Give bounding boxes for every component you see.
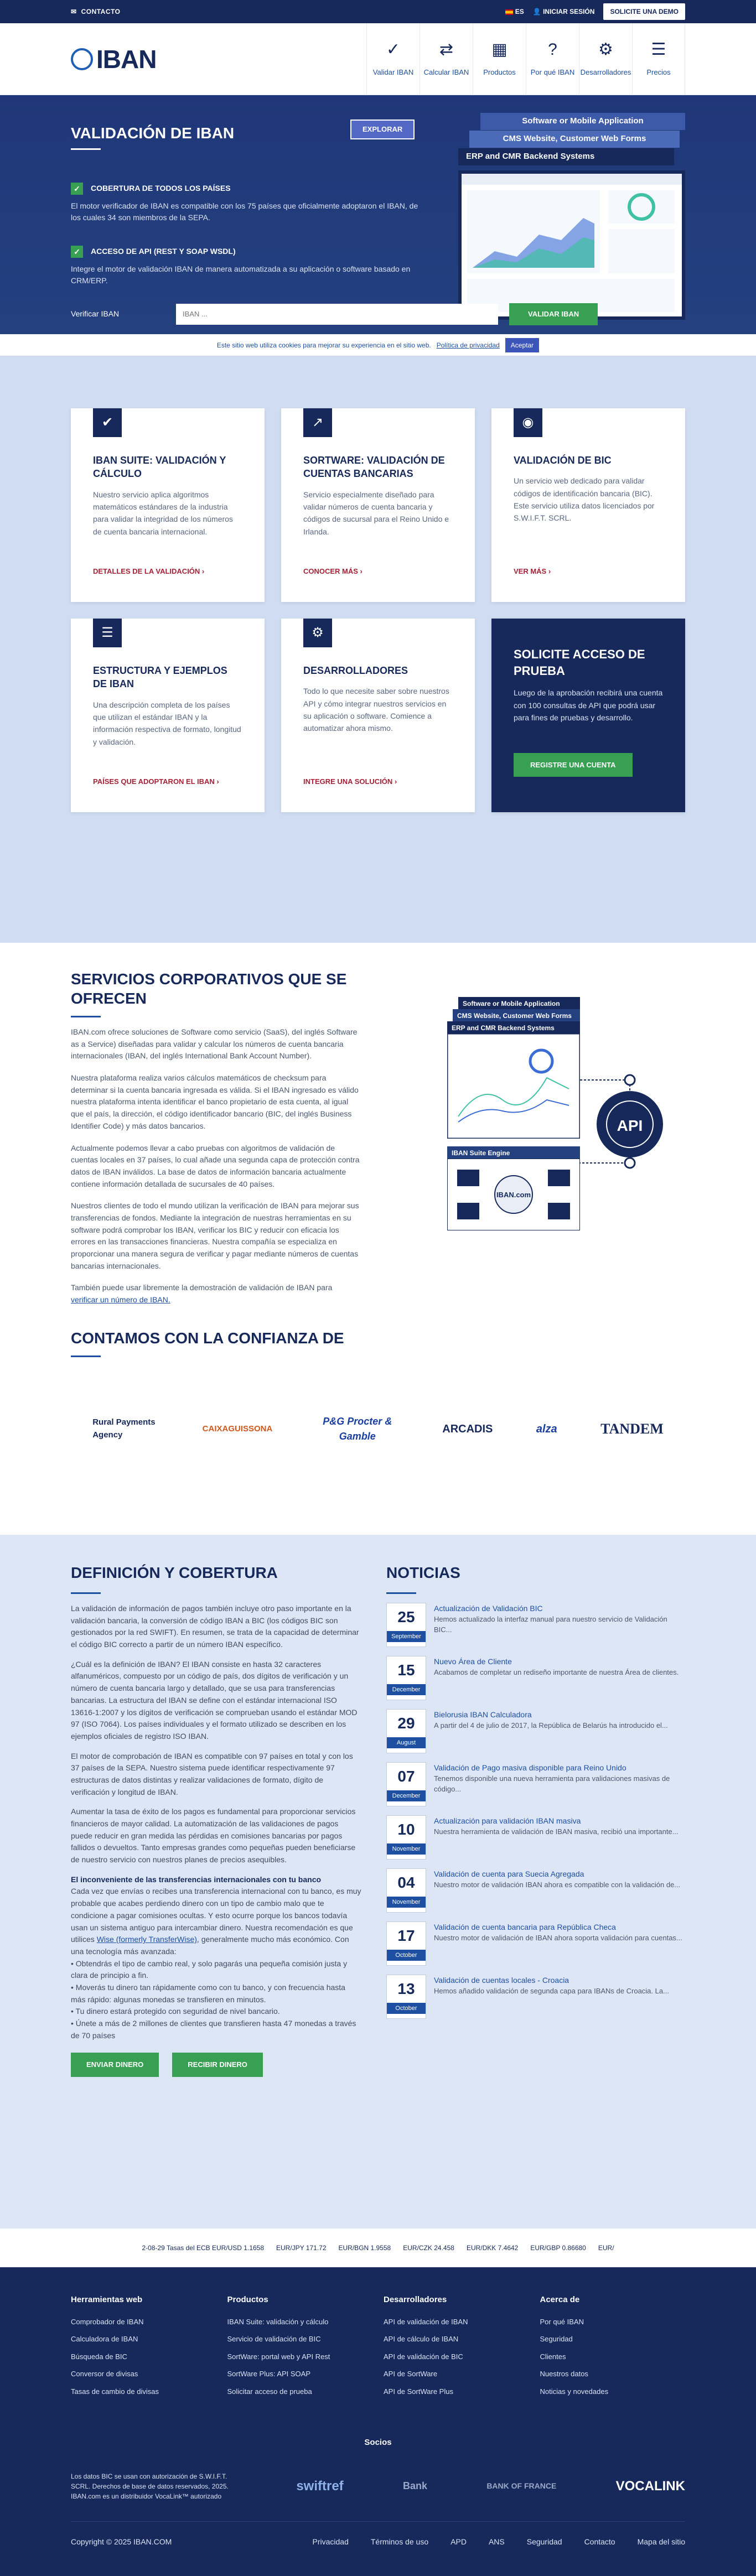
nav-validate-iban[interactable] (366, 23, 420, 95)
nav-pricing[interactable] (632, 23, 685, 95)
card-text: Nuestro servicio aplica algoritmos matemáticos estándares de la industria para validar la integridad de los números de cuenta bancaria internacional. (93, 490, 233, 536)
nav-developers[interactable] (579, 23, 632, 95)
news-title-link[interactable]: Actualización para validación IBAN masiva (434, 1816, 581, 1825)
footer-link[interactable]: API de validación de IBAN (384, 2317, 468, 2326)
copyright: Copyright © 2025 IBAN.COM (71, 2537, 172, 2546)
client-logos (71, 1407, 685, 1451)
card-link[interactable]: CONOCER MÁS › (303, 567, 363, 575)
nav-label: Desarrolladores (580, 68, 631, 77)
title-rule (71, 1355, 101, 1357)
feature-title: COBERTURA DE TODOS LOS PAÍSES (91, 184, 231, 193)
chart-icon: ↗ (303, 408, 332, 437)
card-iban-suite (71, 408, 265, 602)
connector-graphic (580, 997, 685, 1229)
news-excerpt: A partir del 4 de julio de 2017, la República de Belarús ha introducido el... (434, 1721, 668, 1730)
services-paragraph: Nuestra plataforma realiza varios cálculos matemáticos de checksum para determinar si la cuenta bancaria ingresada es válida. Si el IBAN ingresado es válido nuestra plataforma intenta identificar el banco propietario de esta cuenta, al igual que el país, la dirección, el código identificador bancario (BIC, del inglés Business Identifier Code) y más datos bancarios. (71, 1073, 359, 1130)
footer-link[interactable]: Seguridad (540, 2335, 573, 2343)
news-item (386, 1762, 685, 1806)
register-account-button[interactable]: REGISTRE UNA CUENTA (514, 753, 633, 777)
news-day: 29 (397, 1715, 415, 1732)
accept-cookies-button[interactable]: Aceptar (505, 338, 539, 352)
bullet-item: • Tu dinero estará protegido con seguridad de nivel bancario. (71, 2007, 280, 2016)
feature-title: ACCESO DE API (REST Y SOAP WSDL) (91, 247, 236, 256)
news-month: November (387, 1897, 426, 1908)
card-sortware (281, 408, 475, 602)
footer-link[interactable]: API de cálculo de IBAN (384, 2335, 459, 2343)
footer-link[interactable]: Clientes (540, 2352, 566, 2361)
footer-link[interactable]: Calculadora de IBAN (71, 2335, 138, 2343)
user-icon: 👤 (532, 8, 543, 15)
footer-links (312, 2536, 685, 2548)
svg-text:IBAN.com: IBAN.com (496, 1191, 531, 1199)
rate-item: 2-08-29 Tasas del ECB EUR/USD 1.1658 (142, 2243, 265, 2252)
card-link[interactable]: PAÍSES QUE ADOPTARON EL IBAN › (93, 777, 219, 786)
mail-icon: ✉ (71, 8, 77, 15)
news-month: September (387, 1631, 426, 1642)
contact-link[interactable] (71, 7, 120, 17)
client-logo: CAIXAGUISSONA (202, 1424, 273, 1434)
cookie-text: Este sitio web utiliza cookies para mejorar su experiencia en el sitio web. (216, 341, 431, 349)
services-paragraph: Nuestros clientes de todo el mundo utilizan la verificación de IBAN para mejorar sus transferencias de fondos. Mediante la integración de nuestras herramientas en su software podrá comprobar los IBAN, verificar los BIC y reducir con eficacia los errores en las transacciones financieras. Nuestra compañía se especializa en proporcionar una manera segura de verificar y pagar mediante números de cuentas bancarias internacionales. (71, 1201, 359, 1270)
footer-bottom-link[interactable]: Contacto (584, 2537, 615, 2546)
language-selector[interactable] (505, 7, 524, 17)
news-excerpt: Hemos añadido validación de segunda capa para IBANs de Croacia. La... (434, 1987, 669, 1995)
footer-link[interactable]: Búsqueda de BIC (71, 2352, 127, 2361)
list-icon: ☰ (93, 619, 122, 647)
receive-money-button[interactable]: RECIBIR DINERO (172, 2053, 263, 2077)
transfer-buttons (71, 2053, 361, 2077)
client-logo: P&G Procter & Gamble (323, 1415, 392, 1442)
card-link[interactable]: INTEGRE UNA SOLUCIÓN › (303, 777, 397, 786)
news-month: August (387, 1737, 426, 1748)
partners-title: Socios (364, 2438, 392, 2447)
partner-logo: VOCALINK (615, 2478, 685, 2494)
card-text: Una descripción completa de los países que utilizan el estándar IBAN y la información respectiva de formato, longitud y validación. (93, 700, 241, 746)
footer-column-title: Desarrolladores (384, 2295, 447, 2304)
client-logo: alza (536, 1422, 557, 1435)
services-title: SERVICIOS CORPORATIVOS QUE SE OFRECEN (71, 970, 347, 1007)
news-list (386, 1603, 685, 2019)
rate-item: EUR/JPY 171.72 (276, 2243, 327, 2252)
footer-bottom-link[interactable]: ANS (488, 2537, 505, 2546)
question-icon: ? (548, 40, 557, 59)
footer-link[interactable]: Servicio de validación de BIC (227, 2335, 321, 2343)
nav-why-iban[interactable] (526, 23, 579, 95)
news-item (386, 1709, 685, 1753)
news-excerpt: Acabamos de completar un rediseño importante de nuestra Área de clientes. (434, 1668, 679, 1676)
dashboard-screenshot (458, 170, 685, 320)
news-title: NOTICIAS (386, 1564, 460, 1581)
request-demo-button[interactable]: SOLICITE UNA DEMO (603, 3, 685, 20)
footer-bottom-link[interactable]: Seguridad (526, 2537, 562, 2546)
card-developers (281, 619, 475, 812)
layer-label: ERP and CMR Backend Systems (458, 148, 674, 165)
definition-news-section (0, 1535, 756, 2229)
news-title-link[interactable]: Bielorusia IBAN Calculadora (434, 1710, 532, 1719)
validate-iban-button[interactable]: VALIDAR IBAN (509, 303, 598, 325)
services-section (0, 943, 756, 1535)
globe-logo-icon (71, 48, 93, 70)
news-date (386, 1868, 426, 1913)
news-item (386, 1815, 685, 1860)
nav-label: Precios (646, 68, 671, 77)
subheading: El inconveniente de las transferencias internacionales con tu banco (71, 1874, 322, 1884)
nav-label: Calcular IBAN (423, 68, 469, 77)
services-paragraph: IBAN.com ofrece soluciones de Software como servicio (SaaS), del inglés Software as a Service) diseñadas para validar y calcular los números de cuenta bancaria internacionales (IBAN, del inglés International Bank Account Number). (71, 1027, 358, 1061)
footer-link[interactable]: API de SortWare (384, 2370, 438, 2378)
definition-paragraph: Aumentar la tasa de éxito de los pagos es fundamental para proporcionar servicios financieros de mayor calidad. La automatización de las validaciones de pagos puede reducir en gran medida las pérdidas en comisiones bancarias por pagos fallidos o devueltos. Tanto empresas grandes como pequeñas pueden beneficiarse de nuestro servicio con nuestros planes de precios asequibles. (71, 1807, 356, 1865)
verify-form (71, 303, 598, 325)
main-header (0, 23, 756, 95)
trial-access-card (491, 619, 685, 812)
paragraph-text: También puede usar libremente la demostración de validación de IBAN para (71, 1283, 333, 1292)
card-bic (491, 408, 685, 602)
definition-title: DEFINICIÓN Y COBERTURA (71, 1564, 278, 1581)
check-icon: ✓ (71, 183, 83, 195)
footer-link[interactable]: Nuestros datos (540, 2370, 588, 2378)
verify-iban-link[interactable]: verificar un número de IBAN. (71, 1295, 170, 1305)
news-month: December (387, 1684, 426, 1695)
gears-icon: ⚙ (303, 619, 332, 647)
check-icon: ✔ (93, 408, 122, 437)
footer-bottom-link[interactable]: Términos de uso (370, 2537, 429, 2546)
verify-label: Verificar IBAN (71, 309, 120, 319)
engine-label: IBAN Suite Engine (447, 1146, 580, 1160)
news-date (386, 1975, 426, 2019)
engine-graphic (447, 1159, 580, 1230)
title-rule (386, 1592, 416, 1594)
footer-columns (71, 2294, 685, 2403)
news-excerpt: Tenemos disponible una nueva herramienta para validaciones masivas de código... (434, 1774, 670, 1793)
footer-column (71, 2294, 216, 2403)
services-paragraph: Actualmente podemos llevar a cabo pruebas con algoritmos de validación de cuentas locales en 37 países, lo cual añade una segunda capa de protección contra datos de IBAN inválidos. La base de datos de información bancaria actualmente contiene información detallada de sucursales de 40 países. (71, 1143, 360, 1188)
news-day: 13 (397, 1980, 415, 1997)
news-date (386, 1762, 426, 1806)
news-title-link[interactable]: Validación de Pago masiva disponible para Reino Unido (434, 1763, 626, 1772)
card-title: SORTWARE: VALIDACIÓN DE CUENTAS BANCARIAS (303, 455, 445, 480)
rate-item: EUR/GBP 0.86680 (530, 2243, 586, 2252)
footer-link[interactable]: Noticias y novedades (540, 2387, 609, 2396)
privacy-policy-link[interactable]: Política de privacidad (436, 341, 500, 349)
grid-icon: ▦ (491, 40, 508, 59)
news-item (386, 1975, 685, 2019)
partners-text: Los datos BIC se usan con autorización de S.W.I.F.T. SCRL. Derechos de base de datos reservados, 2025. IBAN.com es un distribuidor VocaLink™ autorizado (71, 2472, 229, 2500)
news-title-link[interactable]: Validación de cuentas locales - Croacia (434, 1976, 569, 1985)
layer-label: ERP and CMR Backend Systems (447, 1021, 580, 1035)
analytics-chart-graphic (447, 1033, 580, 1139)
title-rule (71, 1016, 101, 1017)
card-title: ESTRUCTURA Y EJEMPLOS DE IBAN (93, 665, 227, 690)
product-illustration (458, 113, 685, 320)
footer-column-title: Acerca de (540, 2295, 580, 2304)
card-text: Todo lo que necesite saber sobre nuestros API y cómo integrar nuestros servicios en su aplicación o software. Comience a automatizar ahora mismo. (303, 687, 449, 733)
card-link[interactable]: VER MÁS › (514, 567, 551, 575)
footer-link[interactable]: Por qué IBAN (540, 2317, 584, 2326)
dashboard-graphic (462, 174, 682, 316)
news-item (386, 1921, 685, 1966)
card-link[interactable]: DETALLES DE LA VALIDACIÓN › (93, 567, 205, 575)
top-bar (0, 0, 756, 23)
client-logo: Rural Payments Agency (92, 1417, 156, 1440)
footer-bottom-link[interactable]: APD (451, 2537, 467, 2546)
cta-title: SOLICITE ACCESO DE PRUEBA (514, 647, 645, 678)
news-excerpt: Nuestro motor de validación IBAN ahora es compatible con la validación de... (434, 1881, 681, 1889)
news-column (386, 1561, 685, 2028)
card-title: VALIDACIÓN DE BIC (514, 455, 612, 466)
footer-column (227, 2294, 373, 2403)
footer-link[interactable]: Conversor de divisas (71, 2370, 138, 2378)
wise-link[interactable]: Wise (formerly TransferWise) (96, 1935, 197, 1944)
footer (0, 2267, 756, 2576)
news-date (386, 1603, 426, 1647)
logo-text: IBAN (96, 44, 157, 74)
layer-label: CMS Website, Customer Web Forms (469, 131, 680, 148)
partner-logo: swiftref (296, 2478, 344, 2494)
rate-item: EUR/DKK 7.4642 (466, 2243, 519, 2252)
news-day: 17 (397, 1927, 415, 1944)
news-excerpt: Nuestra herramienta de validación de IBAN masiva, recibió una importante... (434, 1827, 679, 1836)
trusted-by (71, 1328, 685, 1451)
nav-label: Validar IBAN (372, 68, 414, 77)
gears-icon: ⚙ (598, 40, 613, 59)
news-day: 10 (397, 1821, 415, 1838)
news-title-link[interactable]: Validación de cuenta bancaria para República Checa (434, 1923, 616, 1931)
footer-bottom-link[interactable]: Privacidad (312, 2537, 349, 2546)
rate-item: EUR/CZK 24.458 (403, 2243, 454, 2252)
footer-column-title: Herramientas web (71, 2295, 143, 2304)
footer-link[interactable]: SortWare Plus: API SOAP (227, 2370, 311, 2378)
partner-logo: BANK OF FRANCE (486, 2481, 557, 2490)
bullet-item: • Obtendrás el tipo de cambio real, y solo pagarás una pequeña comisión justa y clara de principio a fin. (71, 1959, 348, 1980)
news-month: November (387, 1843, 426, 1855)
news-date (386, 1709, 426, 1753)
title-rule (71, 148, 101, 150)
news-item (386, 1868, 685, 1913)
card-title: DESARROLLADORES (303, 665, 408, 676)
rate-item: EUR/BGN 1.9558 (338, 2243, 391, 2252)
exchange-icon: ⇄ (439, 40, 454, 59)
logo[interactable] (71, 40, 156, 79)
news-excerpt: Nuestro motor de validación de IBAN ahora soporta validación para cuentas... (434, 1934, 682, 1942)
rate-item: EUR/ (598, 2243, 614, 2252)
news-title-link[interactable]: Validación de cuenta para Suecia Agregada (434, 1869, 584, 1878)
news-item (386, 1656, 685, 1700)
news-day: 25 (397, 1608, 415, 1625)
news-date (386, 1815, 426, 1860)
products-section (0, 356, 756, 943)
feature-api (71, 246, 236, 258)
feature-text: El motor verificador de IBAN es compatible con los 75 países que oficialmente adoptaron el IBAN, de los cuales 34 son miembros de la SEPA. (71, 201, 418, 222)
feature-text: Integre el motor de validación IBAN de manera automatizada a su aplicación o software basado en CRM/ERP. (71, 264, 411, 285)
nav-label: Por qué IBAN (530, 68, 575, 77)
main-nav (366, 23, 685, 95)
contact-label: CONTACTO (81, 8, 121, 15)
trust-title: CONTAMOS CON LA CONFIANZA DE (71, 1329, 344, 1347)
language-label: ES (515, 8, 524, 15)
bullet-item: • Moverás tu dinero tan rápidamente como con tu banco, y con frecuencia hasta más rápido: algunas monedas se transfieren en minutos. (71, 1982, 345, 2004)
layer-label: Software or Mobile Application (458, 997, 580, 1010)
footer-bottom-link[interactable]: Mapa del sitio (637, 2537, 685, 2546)
news-day: 04 (397, 1874, 415, 1891)
hero-title: VALIDACIÓN DE IBAN (71, 124, 235, 142)
architecture-diagram (403, 997, 685, 1268)
news-day: 07 (397, 1768, 415, 1785)
spain-flag-icon (505, 9, 513, 15)
send-money-button[interactable]: ENVIAR DINERO (71, 2053, 159, 2077)
check-icon: ✓ (386, 40, 401, 59)
footer-link[interactable]: Tasas de cambio de divisas (71, 2387, 159, 2396)
nav-calculate-iban[interactable] (420, 23, 473, 95)
title-rule (71, 1592, 101, 1594)
client-logo: TANDEM (600, 1421, 664, 1437)
menu-icon: ☰ (651, 40, 666, 59)
iban-input[interactable] (176, 304, 498, 325)
news-day: 15 (397, 1661, 415, 1679)
layer-label: CMS Website, Customer Web Forms (453, 1009, 580, 1022)
partners-row (71, 2471, 685, 2501)
feature-coverage (71, 183, 231, 195)
news-month: October (387, 2003, 426, 2014)
login-link[interactable] (533, 7, 595, 17)
paragraph-text: Cada vez que envías o recibes una transferencia internacional con tu banco, es muy probable que acabes perdiendo dinero con un tipo de cambio malo que te condicione a pagar comisiones ocultas. Y esto ocurre porque los bancos todavía usan un sistema antiguo para intercambiar dinero. Nuestra recomendación es que utilices (71, 1887, 361, 1944)
cta-text: Luego de la aprobación recibirá una cuenta con 100 consultas de API que podrá usar para fines de pruebas y desarrollo. (514, 688, 663, 723)
news-month: December (387, 1790, 426, 1801)
client-logo: ARCADIS (442, 1422, 493, 1435)
hero-section (0, 95, 756, 334)
definition-paragraph: La validación de información de pagos también incluye otro paso importante en la validación bancaria, la conversión de código IBAN a BIC (los códigos BIC son gestionados por la red SWIFT). En resumen, se trata de la capacidad de determinar el código BIC correcto a partir de un número IBAN específico. (71, 1604, 359, 1649)
footer-link[interactable]: Solicitar acceso de prueba (227, 2387, 312, 2396)
footer-link[interactable]: Comprobador de IBAN (71, 2317, 144, 2326)
card-text: Servicio especialmente diseñado para validar números de cuenta bancaria y códigos de sucursal para el Reino Unido e Irlanda. (303, 490, 449, 536)
footer-bottom (71, 2521, 685, 2548)
layer-label: Software or Mobile Application (480, 113, 685, 130)
footer-column (384, 2294, 529, 2403)
bullet-item: • Únete a más de 2 millones de clientes que transfieren hasta 47 monedas a través de 70 países (71, 2019, 356, 2040)
paragraph-text: , generalmente mucho más económico. Con una tecnología más avanzada: (71, 1935, 349, 1956)
card-text: Un servicio web dedicado para validar códigos de identificación bancaria (BIC). Este servicio utiliza datos licenciados por S.W.I.F.T. SCRL. (514, 476, 655, 523)
news-month: October (387, 1950, 426, 1961)
nav-products[interactable] (473, 23, 526, 95)
footer-link[interactable]: IBAN Suite: validación y cálculo (227, 2317, 329, 2326)
news-title-link[interactable]: Actualización de Validación BIC (434, 1604, 543, 1613)
news-date (386, 1656, 426, 1700)
news-date (386, 1921, 426, 1966)
globe-icon: ◉ (514, 408, 542, 437)
cookie-banner (0, 334, 756, 356)
definition-paragraph: El motor de comprobación de IBAN es compatible con 97 países en total y con los 37 países de la SEPA. Nuestro sistema puede identificar respectivamente 97 estructuras de datos distintas y realizar validaciones de formato, dígito de verificación y longitud de IBAN. (71, 1751, 353, 1796)
definition-paragraph: ¿Cuál es la definición de IBAN? El IBAN consiste en hasta 32 caracteres alfanuméricos, compuesto por un código de país, dos dígitos de verificación y un número de cuenta bancaria largo y detallado, que se usa para transferencias bancarias. La estructura del IBAN se define con el estándar internacional ISO 13616-1:2007 y los dígitos de verificación se comprueban usando el estándar MOD 97 (ISO 7064). Los países individuales y el formato utilizado se describen en los ejemplos oficiales de registro ISO IBAN. (71, 1659, 358, 1741)
card-structure (71, 619, 265, 812)
api-label: API (617, 1117, 643, 1134)
footer-link[interactable]: API de validación de BIC (384, 2352, 463, 2361)
footer-column (540, 2294, 686, 2403)
nav-label: Productos (483, 68, 516, 77)
news-excerpt: Hemos actualizado la interfaz manual para nuestro servicio de Validación BIC... (434, 1615, 667, 1634)
footer-link[interactable]: SortWare: portal web y API Rest (227, 2352, 330, 2361)
news-title-link[interactable]: Nuevo Área de Cliente (434, 1657, 512, 1666)
card-title: IBAN SUITE: VALIDACIÓN Y CÁLCULO (93, 455, 226, 480)
check-icon: ✓ (71, 246, 83, 258)
definition-paragraph (71, 1886, 361, 1957)
exchange-rate-ticker (0, 2229, 756, 2267)
login-label: INICIAR SESIÓN (543, 8, 595, 15)
partner-logo: Bank (402, 2480, 427, 2491)
footer-link[interactable]: API de SortWare Plus (384, 2387, 453, 2396)
footer-column-title: Productos (227, 2295, 268, 2304)
explore-button[interactable]: EXPLORAR (350, 120, 415, 139)
news-item (386, 1603, 685, 1647)
services-paragraph (71, 1282, 361, 1306)
definition-column (71, 1561, 361, 2077)
